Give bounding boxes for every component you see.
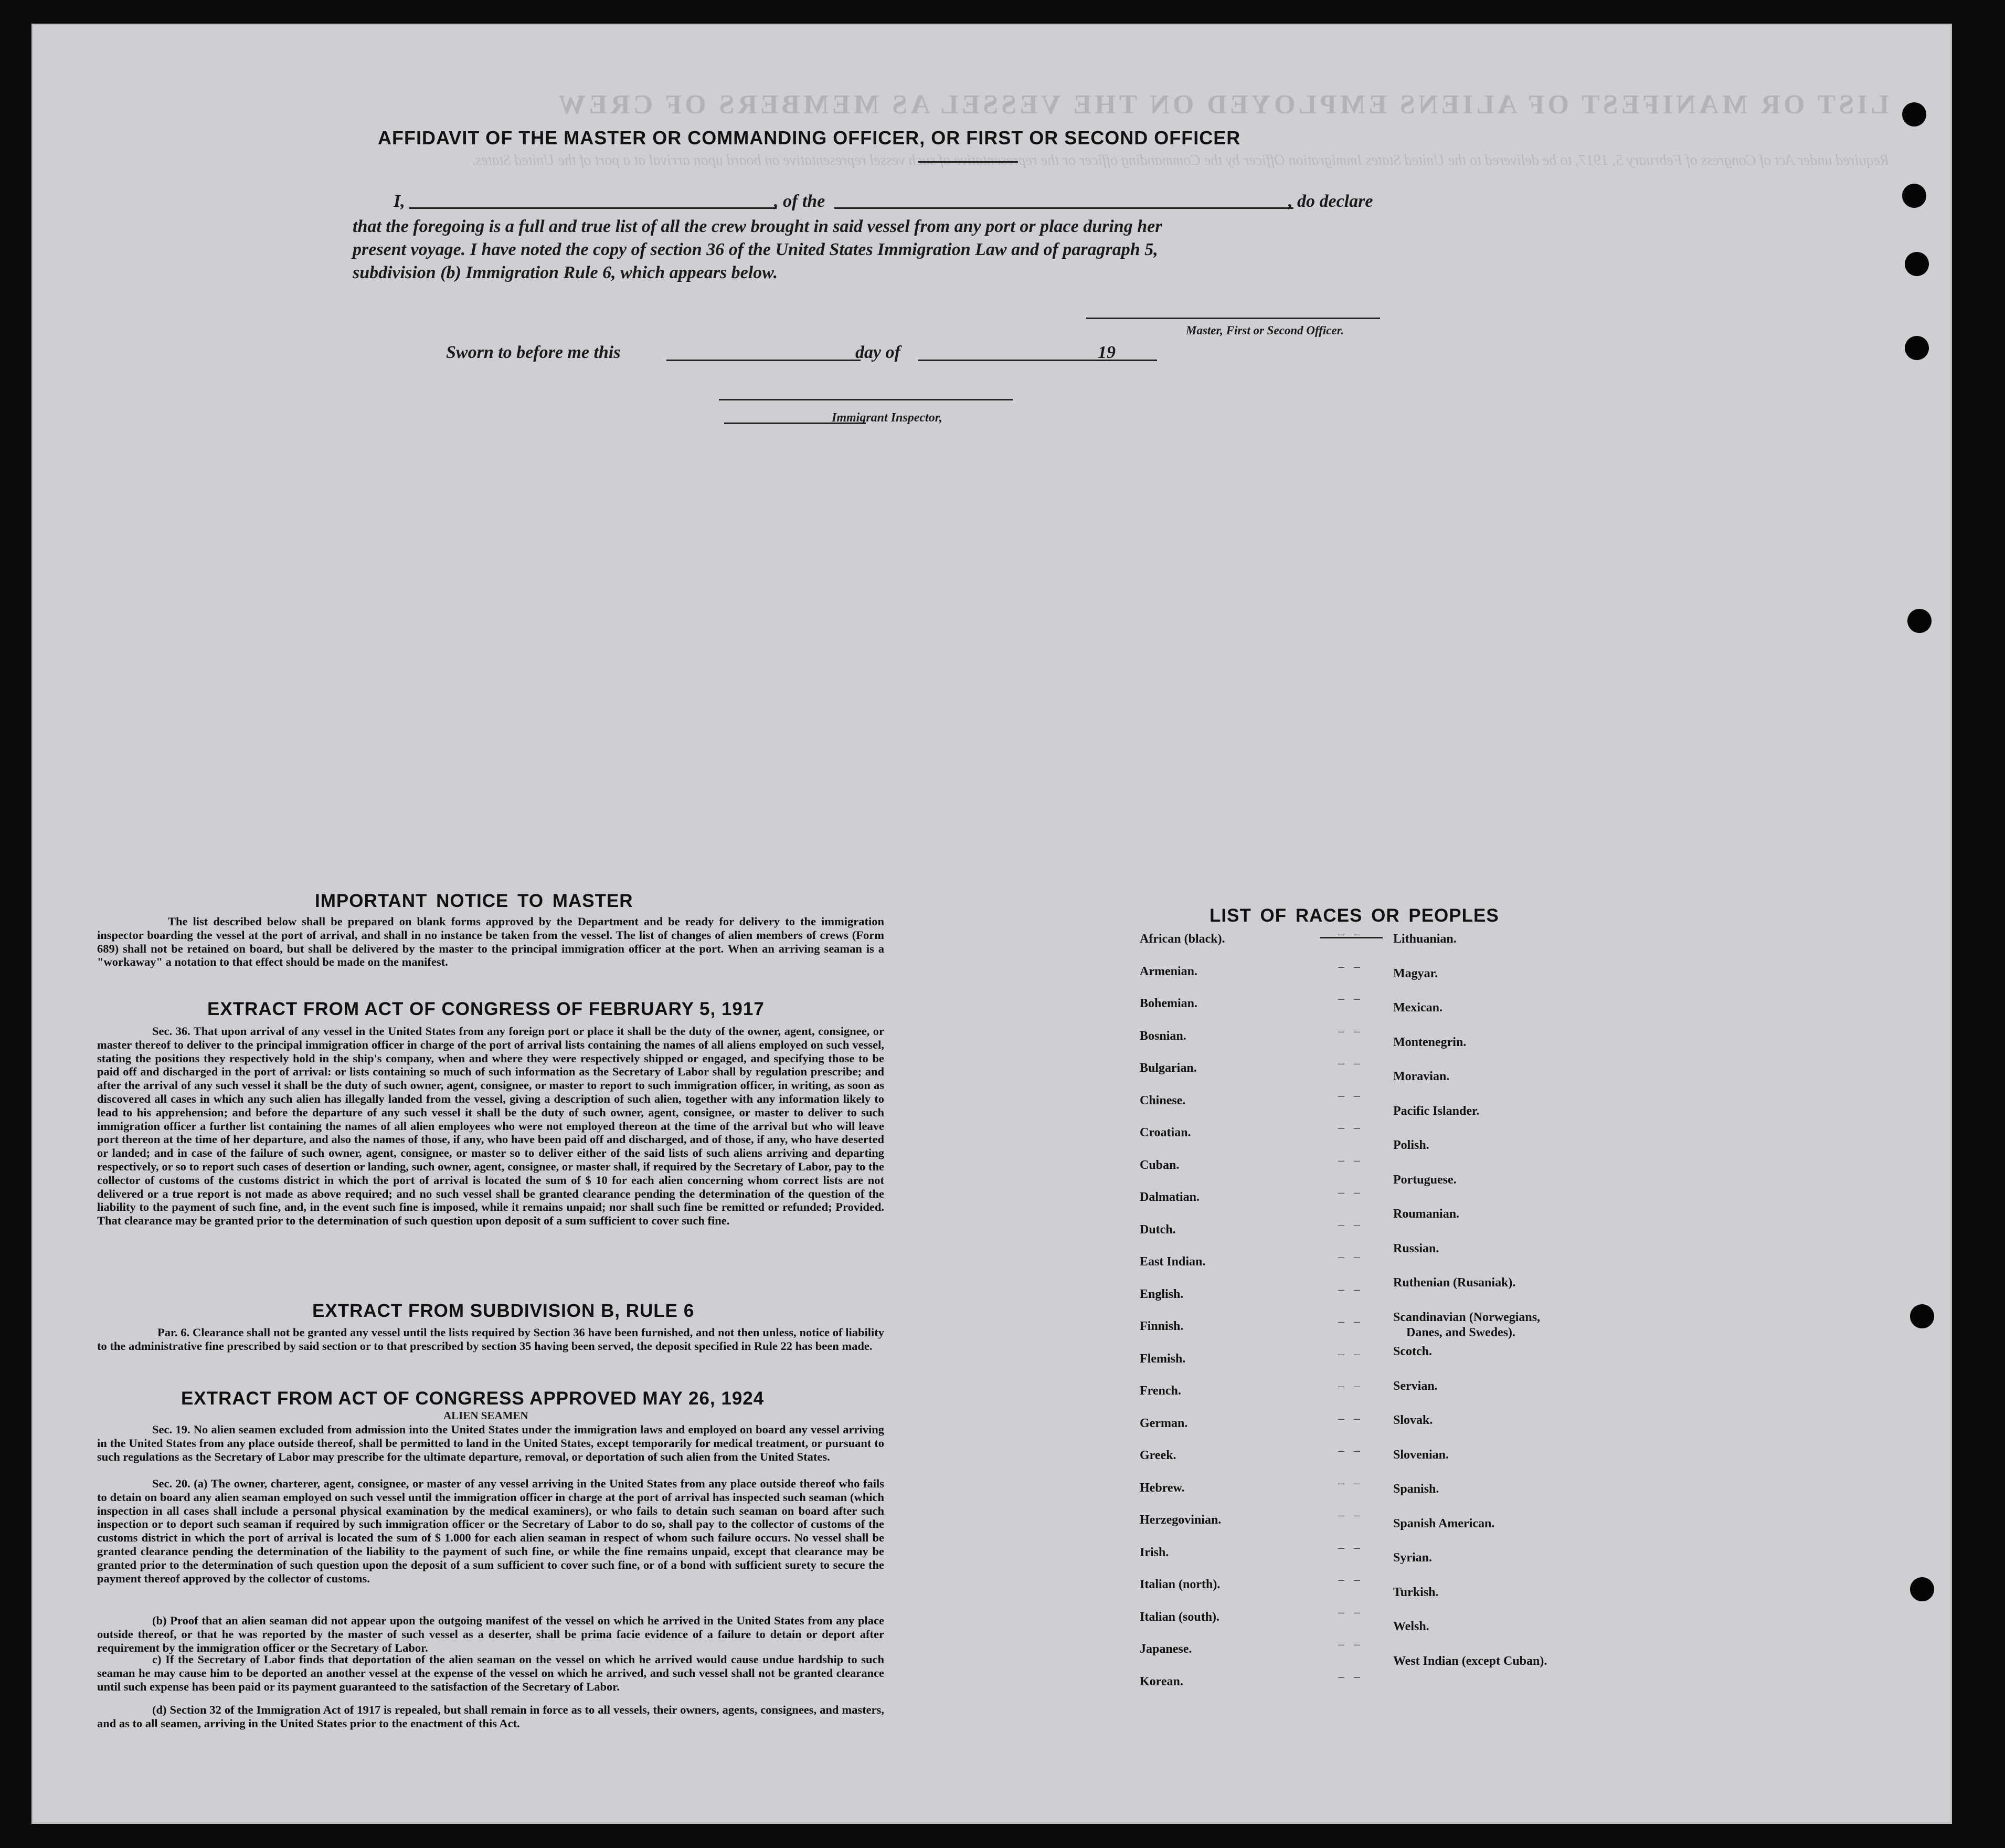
extract-1924-subtitle: ALIEN SEAMEN bbox=[443, 1409, 528, 1422]
sworn-day-of-label: day of bbox=[855, 343, 900, 362]
sworn-day-field bbox=[666, 360, 861, 361]
race-item-left: Italian (north). bbox=[1140, 1578, 1221, 1591]
dash-mark: – – bbox=[1338, 1282, 1363, 1296]
inspector-label: Immigrant Inspector, bbox=[832, 411, 942, 425]
race-item-right: Slovenian. bbox=[1393, 1448, 1449, 1462]
extract-1917-title: EXTRACT FROM ACT OF CONGRESS OF FEBRUARY 5, 1917 bbox=[207, 999, 765, 1019]
dash-mark: – – bbox=[1338, 1476, 1363, 1490]
race-item-right: Welsh. bbox=[1393, 1620, 1429, 1633]
document-page bbox=[31, 24, 1952, 1824]
race-item-left: English. bbox=[1140, 1287, 1184, 1301]
race-item-left: Bosnian. bbox=[1140, 1029, 1186, 1043]
race-item-right: Polish. bbox=[1393, 1138, 1429, 1152]
dash-mark: – – bbox=[1338, 1218, 1363, 1232]
sworn-year-label: 19 bbox=[1098, 343, 1116, 362]
extract-1924-sec20d: (d) Section 32 of the Immigration Act of 1917 is repealed, but shall remain in force as to all vessels, their owners, agents, consignees, and masters, and as to all seamen, arriving in the United States prior to the enactment of this Act. bbox=[97, 1703, 884, 1730]
race-item-right: Slovak. bbox=[1393, 1413, 1433, 1427]
race-item-left: Croatian. bbox=[1140, 1126, 1191, 1139]
race-item-right: Portuguese. bbox=[1393, 1173, 1457, 1187]
race-item-right: Magyar. bbox=[1393, 966, 1438, 980]
races-title: LIST OF RACES OR PEOPLES bbox=[1210, 905, 1499, 926]
dash-mark: – – bbox=[1338, 1250, 1363, 1264]
race-item-left: Dalmatian. bbox=[1140, 1190, 1200, 1204]
title-underline bbox=[918, 161, 1018, 163]
race-item-right: Pacific Islander. bbox=[1393, 1104, 1480, 1118]
extract-rule6-text: Par. 6. Clearance shall not be granted any vessel until the lists required by Section 36 have been furnished, and not then unless, notice of liability to the administrative fine prescribed by said section or to that prescribed by section 35 having been served, the deposit specified in Rule 22 has been made. bbox=[97, 1326, 884, 1353]
race-item-right: Turkish. bbox=[1393, 1585, 1439, 1599]
extract-1917-text: Sec. 36. That upon arrival of any vessel in the United States from any foreign port or place it shall be the duty of the owner, agent, consignee, or master thereof to deliver to the principal immigration officer in charge of the port of arrival lists containing the names of all aliens employed on such vessel, stating the positions they respectively hold in the ship's company, when and where they were respectively shipped or engaged, and specifying those to be paid off and discharged in the port of arrival: or lists containing so much of such information as the Secretary of Labor shall by regulation prescribe; and after the arrival of any such vessel it shall be the duty of such owner, agent, consignee, or master to report to such immigration officer, in writing, as soon as discovered all cases in which any such alien has illegally landed from the vessel, giving a description of such alien, together with any information likely to lead to his apprehension; and before the departure of any such vessel it shall be the duty of such owner, agent, consignee, or master to deliver to such immigration officer a further list containing the names of all alien employees who were not employed thereon at the time of the arrival but who will leave port thereon at the time of her departure, and also the names of those, if any, who have been paid off and discharged, and of those, if any, who have deserted or landed; and in case of the failure of such owner, agent, consignee, or master so to deliver either of the said lists of such aliens arriving and departing respectively, or so to report such cases of desertion or landing, such owner, agent, consignee, or master shall, if required by the Secretary of Labor, pay to the collector of customs of the customs district in which the port of arrival is located the sum of $ 10 for each alien concerning whom correct lists are not delivered or a true report is not made as above required; and no such vessel shall be granted clearance pending the determination of the question of the liability to the payment of such fine, and, in the event such fine is imposed, while it remains unpaid; nor shall such fine be remitted or refunded; Provided. That clearance may be granted prior to the determination of such question upon deposit of a sum sufficient to cover such fine. bbox=[97, 1025, 884, 1228]
race-item-right: Lithuanian. bbox=[1393, 932, 1457, 946]
bleed-through-header: LIST OR MANIFEST OF ALIENS EMPLOYED ON THE VESSEL AS MEMBERS OF CREW bbox=[555, 90, 1889, 120]
race-item-right: Scandinavian (Norwegians, bbox=[1393, 1310, 1541, 1324]
dash-mark: – – bbox=[1338, 959, 1363, 974]
bleed-through-subheader: Required under Act of Congress of February 5, 1917, to be delivered to the United States Immigration Officer by the Commanding officer or the representative of such vessel representative on board upon arrival at a port of the United States. bbox=[472, 152, 1889, 168]
dash-mark: – – bbox=[1338, 1379, 1363, 1393]
dash-mark: – – bbox=[1338, 1444, 1363, 1458]
dash-mark: – – bbox=[1338, 927, 1363, 941]
extract-1924-sec19: Sec. 19. No alien seamen excluded from admission into the United States under the immigration laws and employed on board any vessel arriving in the United States from any place outside thereof, shall be permitted to land in the United States, except temporarily for medical treatment, or pursuant to such regulations as the Secretary of Labor may prescribe for the ultimate departure, removal, or deportation of such alien from the United States. bbox=[97, 1423, 884, 1463]
dash-mark: – – bbox=[1338, 1024, 1363, 1038]
affidavit-declare-label: , do declare bbox=[1288, 192, 1373, 211]
extract-1924-sec20c: c) If the Secretary of Labor finds that deportation of the alien seaman on the vessel on which he arrived would cause undue hardship to such seaman he may cause him to be deported an another vessel at the expense of the vessel on which he arrived, and such vessel shall not be granted clearance until such expense has been paid or its payment guaranteed to the satisfaction of the Secretary of Labor. bbox=[97, 1653, 884, 1693]
race-item-left: Japanese. bbox=[1140, 1642, 1192, 1656]
notice-title: IMPORTANT NOTICE TO MASTER bbox=[315, 891, 633, 911]
dash-mark: – – bbox=[1338, 1670, 1363, 1684]
race-item-right: West Indian (except Cuban). bbox=[1393, 1654, 1547, 1668]
extract-1924-sec20b: (b) Proof that an alien seaman did not appear upon the outgoing manifest of the vessel on which he arrived in the United States from any place outside thereof, or that he was reported by the master of such vessel as a deserter, shall be prima facie evidence of a failure to detain or deport after requirement by the immigration officer or the Secretary of Labor. bbox=[97, 1614, 884, 1654]
race-item-left: Bohemian. bbox=[1140, 997, 1198, 1010]
dash-mark: – – bbox=[1338, 1540, 1363, 1555]
race-item-left: Herzegovinian. bbox=[1140, 1513, 1222, 1527]
race-item-left: Korean. bbox=[1140, 1674, 1183, 1688]
punch-hole bbox=[1907, 609, 1932, 633]
dash-mark: – – bbox=[1338, 1347, 1363, 1361]
officer-signature-label: Master, First or Second Officer. bbox=[1186, 324, 1344, 337]
race-item-left: French. bbox=[1140, 1384, 1181, 1398]
dash-mark: – – bbox=[1338, 1186, 1363, 1199]
affidavit-declarant-label: I, bbox=[394, 192, 405, 211]
dash-mark: – – bbox=[1338, 1315, 1363, 1328]
dash-mark: – – bbox=[1338, 1605, 1363, 1619]
punch-hole bbox=[1910, 1304, 1934, 1328]
affidavit-text-line4: subdivision (b) Immigration Rule 6, which appears below. bbox=[353, 263, 778, 282]
race-item-left: African (black). bbox=[1140, 932, 1225, 946]
race-item-right: Russian. bbox=[1393, 1241, 1439, 1255]
race-item-left: Chinese. bbox=[1140, 1093, 1186, 1107]
dash-mark: – – bbox=[1338, 1508, 1363, 1522]
dash-mark: – – bbox=[1338, 1638, 1363, 1651]
extract-1924-title: EXTRACT FROM ACT OF CONGRESS APPROVED MAY 26, 1924 bbox=[181, 1388, 765, 1409]
dash-mark: – – bbox=[1338, 992, 1363, 1006]
affidavit-text-line2: that the foregoing is a full and true list of all the crew brought in said vessel from any port or place during her bbox=[353, 217, 1162, 236]
extract-rule6-title: EXTRACT FROM SUBDIVISION B, RULE 6 bbox=[312, 1301, 695, 1321]
punch-hole bbox=[1910, 1577, 1934, 1601]
race-item-left: Italian (south). bbox=[1140, 1610, 1220, 1624]
race-item-right: Servian. bbox=[1393, 1379, 1438, 1393]
punch-hole bbox=[1902, 184, 1926, 208]
race-item-right: Spanish. bbox=[1393, 1482, 1439, 1496]
race-item-right: Moravian. bbox=[1393, 1070, 1450, 1083]
dash-mark: – – bbox=[1338, 1089, 1363, 1103]
punch-hole bbox=[1905, 336, 1929, 360]
race-item-left: Finnish. bbox=[1140, 1319, 1184, 1333]
race-item-right: Ruthenian (Rusaniak). bbox=[1393, 1276, 1516, 1290]
sworn-year-field bbox=[1120, 360, 1157, 361]
race-item-right-continuation: Danes, and Swedes). bbox=[1406, 1325, 1516, 1339]
race-item-left: Irish. bbox=[1140, 1545, 1169, 1559]
race-item-right: Montenegrin. bbox=[1393, 1035, 1467, 1049]
race-item-left: Armenian. bbox=[1140, 964, 1197, 978]
affidavit-title: AFFIDAVIT OF THE MASTER OR COMMANDING OFFICER, OR FIRST OR SECOND OFFICER bbox=[378, 127, 1241, 149]
punch-hole bbox=[1905, 252, 1929, 276]
punch-hole bbox=[1902, 102, 1926, 126]
dash-mark: – – bbox=[1338, 1411, 1363, 1425]
race-item-left: Hebrew. bbox=[1140, 1481, 1185, 1495]
race-item-right: Spanish American. bbox=[1393, 1516, 1495, 1530]
affidavit-of-the-label: , of the bbox=[774, 192, 825, 211]
inspector-signature-field bbox=[719, 399, 1013, 400]
race-item-right: Syrian. bbox=[1393, 1551, 1433, 1565]
race-item-right: Scotch. bbox=[1393, 1345, 1432, 1358]
extract-1924-sec20a: Sec. 20. (a) The owner, charterer, agent, consignee, or master of any vessel arriving in the United States from any place outside thereof who fails to detain on board any alien seaman employed on such vessel until the immigration officer in charge at the port of arrival has inspected such seaman (which inspection in all cases shall include a personal physical examination by the medical examiners), or who fails to detain such seaman on board after such inspection or to deport such seaman if required by such immigration officer or the Secretary of Labor to do so, shall pay to the collector of customs of the customs district in which the port of arrival is located the sum of $ 1.000 for each alien seaman in respect of whom such failure occurs. No vessel shall be granted clearance pending the determination of the liability to the payment of such fine, or while the fine remains unpaid, except that clearance may be granted prior to the determination of such question upon the deposit of a sum sufficient to cover such fine, or of a bond with sufficient surety to secure the payment thereof approved by the collector of customs. bbox=[97, 1477, 884, 1585]
dash-mark: – – bbox=[1338, 1121, 1363, 1135]
dash-mark: – – bbox=[1338, 1153, 1363, 1167]
race-item-left: German. bbox=[1140, 1416, 1188, 1430]
race-item-right: Mexican. bbox=[1393, 1001, 1442, 1015]
dash-mark: – – bbox=[1338, 1057, 1363, 1070]
vessel-name-field bbox=[834, 207, 1293, 209]
race-item-left: Bulgarian. bbox=[1140, 1061, 1197, 1075]
race-item-left: Greek. bbox=[1140, 1449, 1176, 1462]
officer-signature-field bbox=[1086, 318, 1380, 319]
affidavit-text-line3: present voyage. I have noted the copy of section 36 of the United States Immigration Law and of paragraph 5, bbox=[353, 240, 1158, 259]
race-item-left: East Indian. bbox=[1140, 1255, 1206, 1269]
race-item-left: Cuban. bbox=[1140, 1158, 1180, 1172]
race-item-left: Dutch. bbox=[1140, 1222, 1176, 1237]
sworn-prefix: Sworn to before me this bbox=[446, 343, 621, 362]
notice-text: The list described below shall be prepared on blank forms approved by the Department and be ready for delivery to the immigration inspector boarding the vessel at the port of arrival, and shall in no instance be taken from the vessel. The list of changes of alien members of crews (Form 689) shall not be retained on board, but shall be delivered by the master to the principal immigration officer at the port. When an arriving seaman is a "workaway" a notation to that effect should be made on the manifest. bbox=[97, 915, 884, 969]
declarant-name-field bbox=[409, 207, 777, 209]
dash-mark: – – bbox=[1338, 1573, 1363, 1587]
race-item-right: Roumanian. bbox=[1393, 1207, 1460, 1221]
race-item-left: Flemish. bbox=[1140, 1351, 1186, 1366]
